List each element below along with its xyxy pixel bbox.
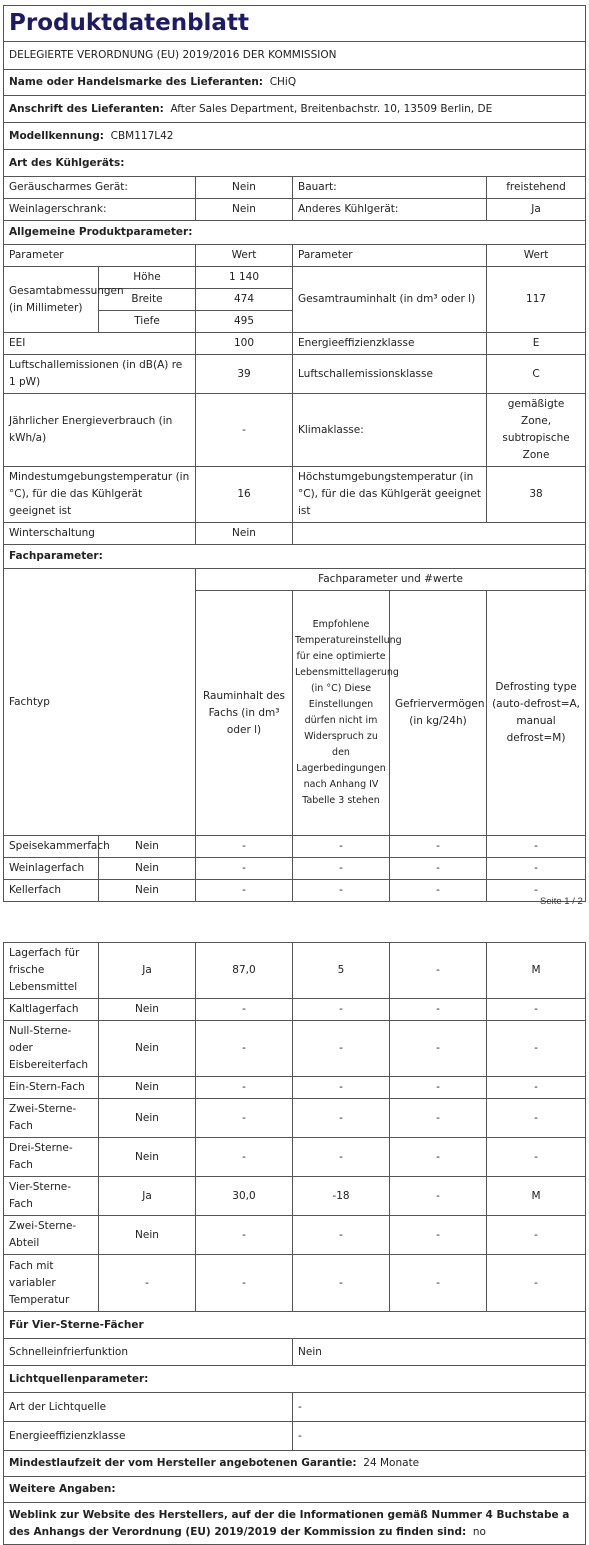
fast-freeze-label: Schnelleinfrierfunktion [4, 1339, 293, 1366]
compartment-volume: - [196, 836, 293, 858]
compartment-temp: - [293, 1099, 390, 1138]
compartment-volume: 30,0 [196, 1177, 293, 1216]
wine-cabinet-label: Weinlagerschrank: [4, 199, 196, 221]
supplier-label: Name oder Handelsmarke des Lieferanten: [9, 76, 263, 88]
compartment-row [4, 858, 586, 880]
compartment-name: Lagerfach für frische Lebensmittel [4, 943, 99, 999]
compartment-present: Nein [99, 1077, 196, 1099]
design-label: Bauart: [293, 177, 487, 199]
compartment-defrost: M [487, 943, 586, 999]
compartment-present: Nein [99, 1138, 196, 1177]
other-appliance-label: Anderes Kühlgerät: [293, 199, 487, 221]
compartment-name: Vier-Sterne-Fach [4, 1177, 99, 1216]
fast-freeze-value: Nein [293, 1339, 586, 1366]
compartment-row [4, 1077, 586, 1099]
col-header-volume: Rauminhalt des Fachs (in dm³ oder l) [196, 591, 293, 836]
compartment-volume: - [196, 1021, 293, 1077]
compartment-freezing: - [390, 858, 487, 880]
weblink-value: no [472, 1525, 486, 1538]
compartment-row [4, 1216, 586, 1255]
weblink-label: Weblink zur Website des Herstellers, auf der die Informationen gemäß Nummer 4 Buchstabe a des Anhangs der Verordnung (EU) 2019/2019 der Kommission zu finden sind: [9, 1508, 570, 1538]
col-header-compartment-type: Fachtyp [4, 569, 196, 836]
total-volume-value: 117 [487, 267, 586, 333]
datasheet-page-1 [3, 5, 585, 902]
depth-value: 495 [196, 311, 293, 333]
compartment-defrost: - [487, 836, 586, 858]
compartment-volume: - [196, 1255, 293, 1312]
noise-emission-label: Luftschallemissionen (in dB(A) re 1 pW) [4, 355, 196, 394]
compartment-freezing: - [390, 1216, 487, 1255]
dimensions-label: Gesamtabmessungen (in Millimeter) [4, 267, 99, 333]
appliance-type-heading: Art des Kühlgeräts: [4, 150, 586, 177]
light-source-heading: Lichtquellenparameter: [4, 1366, 586, 1393]
energy-class-label: Energieeffizienzklasse [293, 333, 487, 355]
min-ambient-temp-value: 16 [196, 467, 293, 523]
compartment-name: Fach mit variabler Temperatur [4, 1255, 99, 1312]
warranty-row [4, 1451, 586, 1477]
col-header-recommended-temp: Empfohlene Temperatureinstellung für eine optimierte Lebensmittellagerung (in °C) Diese Einstellungen dürfen nicht im Widerspruch zu den Lagerbedingungen nach Anhang IV Tabelle 3 stehen [293, 591, 390, 836]
col-header-parameter-2: Parameter [293, 245, 487, 267]
compartment-volume: - [196, 1099, 293, 1138]
compartment-present: Nein [99, 1216, 196, 1255]
compartment-defrost: M [487, 1177, 586, 1216]
light-type-label: Art der Lichtquelle [4, 1393, 293, 1422]
compartment-defrost: - [487, 1021, 586, 1077]
compartment-name: Drei-Sterne-Fach [4, 1138, 99, 1177]
light-energy-class-value: - [293, 1422, 586, 1451]
noise-class-label: Luftschallemissionsklasse [293, 355, 487, 394]
other-appliance-value: Ja [487, 199, 586, 221]
compartment-freezing: - [390, 1177, 487, 1216]
compartment-defrost: - [487, 880, 586, 902]
compartment-row [4, 1138, 586, 1177]
compartment-volume: - [196, 1138, 293, 1177]
compartment-row [4, 1177, 586, 1216]
compartment-present: Nein [99, 999, 196, 1021]
compartment-temp: - [293, 858, 390, 880]
further-info-heading: Weitere Angaben: [4, 1477, 586, 1503]
compartment-freezing: - [390, 1255, 487, 1312]
compartment-name: Ein-Stern-Fach [4, 1077, 99, 1099]
compartment-temp: - [293, 880, 390, 902]
compartment-present: - [99, 1255, 196, 1312]
col-header-parameter: Parameter [4, 245, 196, 267]
depth-label: Tiefe [99, 311, 196, 333]
compartment-defrost: - [487, 1255, 586, 1312]
compartment-temp: - [293, 1138, 390, 1177]
supplier-row [4, 70, 586, 96]
compartment-name: Zwei-Sterne-Abteil [4, 1216, 99, 1255]
eei-label: EEI [4, 333, 196, 355]
compartment-params-heading: Fachparameter: [4, 545, 586, 569]
light-type-value: - [293, 1393, 586, 1422]
model-value: CBM117L42 [110, 129, 174, 142]
winter-switch-value: Nein [196, 523, 293, 545]
compartment-defrost: - [487, 1077, 586, 1099]
col-header-value: Wert [196, 245, 293, 267]
compartment-freezing: - [390, 880, 487, 902]
total-volume-label: Gesamtrauminhalt (in dm³ oder l) [293, 267, 487, 333]
compartment-row [4, 836, 586, 858]
address-label: Anschrift des Lieferanten: [9, 102, 164, 115]
address-value: After Sales Department, Breitenbachstr. 10, 13509 Berlin, DE [170, 102, 493, 115]
datasheet-page-2 [3, 942, 585, 1545]
warranty-value: 24 Monate [363, 1457, 420, 1469]
compartment-temp: - [293, 1255, 390, 1312]
supplier-value: CHiQ [269, 76, 297, 88]
compartment-freezing: - [390, 1138, 487, 1177]
model-label: Modellkennung: [9, 129, 104, 142]
climate-class-label: Klimaklasse: [293, 394, 487, 467]
four-star-heading: Für Vier-Sterne-Fächer [4, 1312, 586, 1339]
compartment-name: Zwei-Sterne-Fach [4, 1099, 99, 1138]
compartment-name: Null-Sterne- oder Eisbereiterfach [4, 1021, 99, 1077]
compartment-defrost: - [487, 1138, 586, 1177]
max-ambient-temp-label: Höchstumgebungstemperatur (in °C), für die das Kühlgerät geeignet ist [293, 467, 487, 523]
height-label: Höhe [99, 267, 196, 289]
compartment-volume: - [196, 1216, 293, 1255]
compartment-present: Nein [99, 1021, 196, 1077]
compartment-volume: - [196, 880, 293, 902]
compartment-volume: - [196, 858, 293, 880]
compartment-freezing: - [390, 943, 487, 999]
min-ambient-temp-label: Mindestumgebungstemperatur (in °C), für die das Kühlgerät geeignet ist [4, 467, 196, 523]
noise-class-value: C [487, 355, 586, 394]
width-value: 474 [196, 289, 293, 311]
light-energy-class-label: Energieeffizienzklasse [4, 1422, 293, 1451]
compartment-row [4, 1099, 586, 1138]
compartment-temp: 5 [293, 943, 390, 999]
compartment-name: Speisekammerfach [4, 836, 99, 858]
low-noise-value: Nein [196, 177, 293, 199]
compartment-row [4, 1021, 586, 1077]
compartment-defrost: - [487, 1099, 586, 1138]
compartment-present: Nein [99, 1099, 196, 1138]
compartment-temp: - [293, 999, 390, 1021]
compartment-freezing: - [390, 1099, 487, 1138]
warranty-label: Mindestlaufzeit der vom Hersteller angebotenen Garantie: [9, 1457, 357, 1469]
compartment-temp: - [293, 1021, 390, 1077]
compartment-temp: - [293, 1216, 390, 1255]
compartment-present: Nein [99, 858, 196, 880]
compartment-freezing: - [390, 999, 487, 1021]
compartment-defrost: - [487, 858, 586, 880]
document-title: Produktdatenblatt [4, 6, 586, 42]
compartment-row [4, 1255, 586, 1312]
col-header-value-2: Wert [487, 245, 586, 267]
compartment-name: Kellerfach [4, 880, 99, 902]
col-header-compartment-group: Fachparameter und #werte [196, 569, 586, 591]
compartment-row [4, 999, 586, 1021]
col-header-defrost-type: Defrosting type (auto-defrost=A, manual defrost=M) [487, 591, 586, 836]
winter-switch-label: Winterschaltung [4, 523, 196, 545]
compartment-volume: - [196, 1077, 293, 1099]
height-value: 1 140 [196, 267, 293, 289]
climate-class-value: gemäßigte Zone, subtropische Zone [487, 394, 586, 467]
compartment-row [4, 943, 586, 999]
weblink-row [4, 1503, 586, 1545]
annual-energy-label: Jährlicher Energieverbrauch (in kWh/a) [4, 394, 196, 467]
noise-emission-value: 39 [196, 355, 293, 394]
compartment-temp: -18 [293, 1177, 390, 1216]
compartment-volume: - [196, 999, 293, 1021]
compartment-row [4, 880, 586, 902]
general-params-heading: Allgemeine Produktparameter: [4, 221, 586, 245]
energy-class-value: E [487, 333, 586, 355]
compartment-temp: - [293, 1077, 390, 1099]
compartment-freezing: - [390, 1077, 487, 1099]
compartment-name: Weinlagerfach [4, 858, 99, 880]
eei-value: 100 [196, 333, 293, 355]
compartment-freezing: - [390, 836, 487, 858]
compartment-defrost: - [487, 999, 586, 1021]
wine-cabinet-value: Nein [196, 199, 293, 221]
compartment-defrost: - [487, 1216, 586, 1255]
compartment-present: Nein [99, 880, 196, 902]
compartment-freezing: - [390, 1021, 487, 1077]
compartment-temp: - [293, 836, 390, 858]
model-row [4, 123, 586, 150]
page-number: Seite 1 / 2 [540, 896, 583, 907]
max-ambient-temp-value: 38 [487, 467, 586, 523]
annual-energy-value: - [196, 394, 293, 467]
design-value: freistehend [487, 177, 586, 199]
compartment-name: Kaltlagerfach [4, 999, 99, 1021]
compartment-present: Ja [99, 1177, 196, 1216]
width-label: Breite [99, 289, 196, 311]
compartment-present: Ja [99, 943, 196, 999]
compartment-present: Nein [99, 836, 196, 858]
compartment-volume: 87,0 [196, 943, 293, 999]
col-header-freezing-capacity: Gefriervermögen (in kg/24h) [390, 591, 487, 836]
regulation-title: DELEGIERTE VERORDNUNG (EU) 2019/2016 DER KOMMISSION [4, 42, 586, 70]
empty-cell [293, 523, 586, 545]
address-row [4, 96, 586, 123]
low-noise-label: Geräuscharmes Gerät: [4, 177, 196, 199]
